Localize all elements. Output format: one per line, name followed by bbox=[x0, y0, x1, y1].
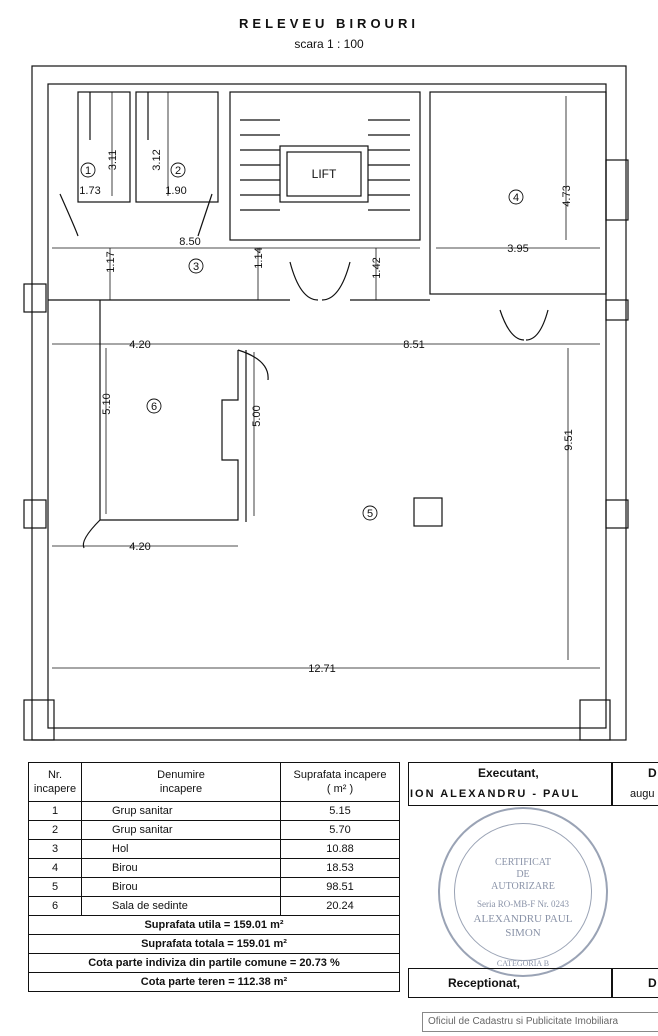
door-arc bbox=[322, 262, 350, 300]
table-row bbox=[29, 802, 400, 821]
stamp-text: CERTIFICAT bbox=[494, 857, 552, 868]
door-arc bbox=[500, 310, 524, 340]
door-arc bbox=[290, 262, 318, 300]
total-area-summary: Suprafata totala = 159.01 m² bbox=[29, 935, 400, 954]
summary-row bbox=[29, 973, 400, 992]
dimension-label: 3.11 bbox=[107, 149, 119, 171]
table-header-area: Suprafata incapere ( m² ) bbox=[281, 763, 400, 802]
dimension-label: 9.51 bbox=[563, 429, 575, 451]
door-arc bbox=[60, 194, 78, 236]
land-share-summary: Cota parte teren = 112.38 m² bbox=[29, 973, 400, 992]
page-title: RELEVEU BIROURI bbox=[239, 16, 419, 31]
row-name: Grup sanitar bbox=[82, 821, 281, 840]
useful-area-summary: Suprafata utila = 159.01 m² bbox=[29, 916, 400, 935]
room-6-walls bbox=[100, 300, 238, 520]
dimension-label: 1.14 bbox=[253, 247, 265, 269]
stamp-text: CATEGORIA B bbox=[496, 959, 550, 968]
table-header-name: Denumire incapere bbox=[82, 763, 281, 802]
door-arc bbox=[526, 310, 548, 340]
row-nr: 1 bbox=[29, 802, 82, 821]
row-area: 10.88 bbox=[281, 840, 400, 859]
pillar bbox=[606, 300, 628, 320]
dimension-label: 3.12 bbox=[151, 149, 163, 171]
receptionat-label: Receptionat, bbox=[448, 976, 521, 990]
door-arc bbox=[198, 194, 212, 236]
dimension-label: 1.42 bbox=[371, 257, 383, 279]
row-nr: 4 bbox=[29, 859, 82, 878]
stamp-text: SIMON bbox=[505, 927, 541, 939]
room-number: 4 bbox=[512, 192, 520, 204]
rooms-table bbox=[28, 762, 400, 992]
row-nr: 6 bbox=[29, 897, 82, 916]
dimension-label: 5.00 bbox=[251, 405, 263, 427]
approval-panel bbox=[408, 762, 658, 1032]
row-name: Sala de sedinte bbox=[82, 897, 281, 916]
table-row bbox=[29, 840, 400, 859]
date-value: augu bbox=[630, 788, 655, 800]
table-header-nr: Nr. incapere bbox=[29, 763, 82, 802]
dimension-label: 1.90 bbox=[165, 185, 187, 197]
dimension-label: 4.20 bbox=[129, 339, 151, 351]
authorization-stamp bbox=[438, 807, 608, 977]
row-nr: 3 bbox=[29, 840, 82, 859]
row-nr: 2 bbox=[29, 821, 82, 840]
door-arc bbox=[238, 350, 268, 380]
dimension-label: 1.17 bbox=[105, 251, 117, 273]
door-arc bbox=[83, 520, 100, 548]
table-row bbox=[29, 897, 400, 916]
stamp-text: Seria RO-MB-F Nr. 0243 bbox=[477, 899, 569, 909]
pillar bbox=[606, 160, 628, 220]
dimension-label: 12.71 bbox=[308, 663, 336, 675]
dimension-label: 1.73 bbox=[79, 185, 101, 197]
scale-label: scara 1 : 100 bbox=[294, 37, 364, 51]
row-area: 18.53 bbox=[281, 859, 400, 878]
room-number: 2 bbox=[174, 165, 182, 177]
stamp-text: AUTORIZARE bbox=[491, 881, 555, 892]
column bbox=[414, 498, 442, 526]
office-stamp-text: Oficiul de Cadastru si Publicitate Imobiliara bbox=[428, 1016, 619, 1027]
dimension-label: 8.51 bbox=[403, 339, 425, 351]
row-name: Birou bbox=[82, 878, 281, 897]
common-share-summary: Cota parte indiviza din partile comune = 20.73 % bbox=[29, 954, 400, 973]
receptionat-date-header: D bbox=[648, 976, 657, 990]
summary-row bbox=[29, 954, 400, 973]
summary-row bbox=[29, 935, 400, 954]
row-area: 5.15 bbox=[281, 802, 400, 821]
executant-name: ION ALEXANDRU - PAUL bbox=[410, 788, 581, 800]
row-name: Grup sanitar bbox=[82, 802, 281, 821]
dimension-label: 5.10 bbox=[101, 393, 113, 415]
date-header: D bbox=[648, 766, 657, 780]
stair-core bbox=[230, 92, 420, 240]
pillar bbox=[24, 500, 46, 528]
table-row bbox=[29, 859, 400, 878]
room-number: 1 bbox=[84, 165, 92, 177]
row-area: 5.70 bbox=[281, 821, 400, 840]
row-area: 20.24 bbox=[281, 897, 400, 916]
dimension-label: 8.50 bbox=[179, 236, 201, 248]
table-header-row bbox=[29, 763, 400, 802]
stamp-text: ALEXANDRU PAUL bbox=[473, 913, 573, 925]
stamp-text: DE bbox=[516, 869, 530, 880]
row-name: Hol bbox=[82, 840, 281, 859]
dimension-label: 3.95 bbox=[507, 243, 529, 255]
room-number: 6 bbox=[150, 401, 158, 413]
row-area: 98.51 bbox=[281, 878, 400, 897]
dimension-label: 4.73 bbox=[561, 185, 573, 207]
summary-row bbox=[29, 916, 400, 935]
lift-label: LIFT bbox=[311, 167, 337, 181]
row-name: Birou bbox=[82, 859, 281, 878]
row-nr: 5 bbox=[29, 878, 82, 897]
dimension-label: 4.20 bbox=[129, 541, 151, 553]
executant-label: Executant, bbox=[478, 766, 539, 780]
room-number: 3 bbox=[192, 261, 200, 273]
pillar bbox=[606, 500, 628, 528]
table-row bbox=[29, 821, 400, 840]
pillar bbox=[24, 700, 54, 740]
room-number: 5 bbox=[366, 508, 374, 520]
table-row bbox=[29, 878, 400, 897]
pillar bbox=[24, 284, 46, 312]
